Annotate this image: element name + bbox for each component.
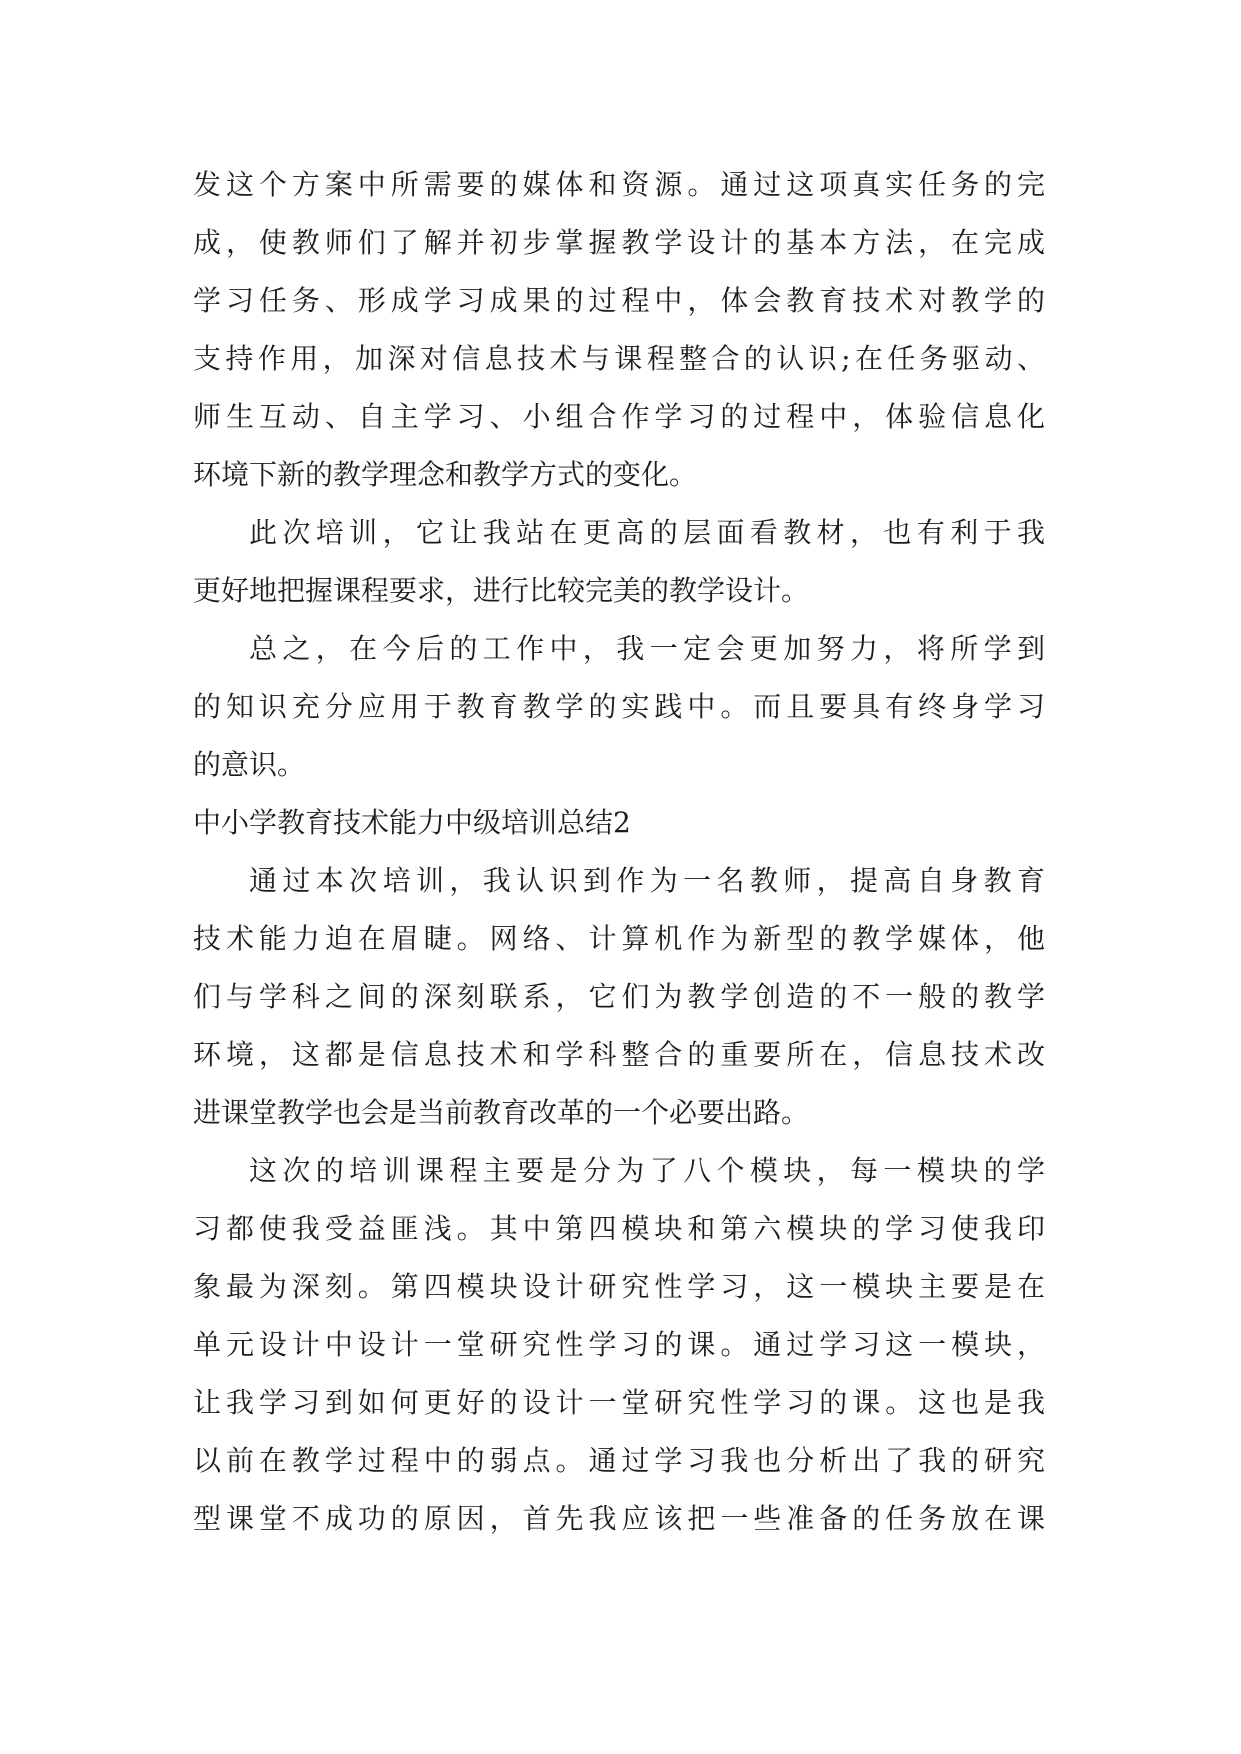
document-body	[193, 156, 1045, 1548]
text-line: 单元设计中设计一堂研究性学习的课。通过学习这一模块，	[193, 1328, 1045, 1361]
text-line: 的意识。	[193, 748, 306, 781]
text-line: 的知识充分应用于教育教学的实践中。而且要具有终身学习	[193, 690, 1045, 723]
text-line: 象最为深刻。第四模块设计研究性学习，这一模块主要是在	[193, 1270, 1045, 1303]
paragraph	[193, 156, 1045, 504]
text-line: 总之，在今后的工作中，我一定会更加努力，将所学到	[249, 632, 1045, 665]
text-line: 环境，这都是信息技术和学科整合的重要所在，信息技术改	[193, 1038, 1045, 1071]
text-line: 这次的培训课程主要是分为了八个模块，每一模块的学	[249, 1154, 1045, 1187]
text-line: 师生互动、自主学习、小组合作学习的过程中，体验信息化	[193, 400, 1045, 433]
text-line: 让我学习到如何更好的设计一堂研究性学习的课。这也是我	[193, 1386, 1045, 1419]
text-line: 更好地把握课程要求，进行比较完美的教学设计。	[193, 574, 810, 607]
text-line: 支持作用，加深对信息技术与课程整合的认识;在任务驱动、	[193, 342, 1045, 375]
text-line: 们与学科之间的深刻联系，它们为教学创造的不一般的教学	[193, 980, 1045, 1013]
section-heading: 中小学教育技术能力中级培训总结2	[193, 806, 631, 839]
text-line: 发这个方案中所需要的媒体和资源。通过这项真实任务的完	[193, 168, 1045, 201]
paragraph	[193, 504, 1045, 620]
text-line: 此次培训，它让我站在更高的层面看教材，也有利于我	[249, 516, 1045, 549]
text-line: 环境下新的教学理念和教学方式的变化。	[193, 458, 698, 491]
paragraph	[193, 620, 1045, 794]
text-line: 技术能力迫在眉睫。网络、计算机作为新型的教学媒体，他	[193, 922, 1045, 955]
paragraph	[193, 1142, 1045, 1548]
paragraph	[193, 852, 1045, 1142]
text-line: 进课堂教学也会是当前教育改革的一个必要出路。	[193, 1096, 810, 1129]
text-line: 学习任务、形成学习成果的过程中，体会教育技术对教学的	[193, 284, 1045, 317]
text-line: 习都使我受益匪浅。其中第四模块和第六模块的学习使我印	[193, 1212, 1045, 1245]
text-line: 型课堂不成功的原因，首先我应该把一些准备的任务放在课	[193, 1502, 1045, 1535]
text-line: 成，使教师们了解并初步掌握教学设计的基本方法，在完成	[193, 226, 1045, 259]
text-line: 以前在教学过程中的弱点。通过学习我也分析出了我的研究	[193, 1444, 1045, 1477]
text-line: 通过本次培训，我认识到作为一名教师，提高自身教育	[249, 864, 1045, 897]
